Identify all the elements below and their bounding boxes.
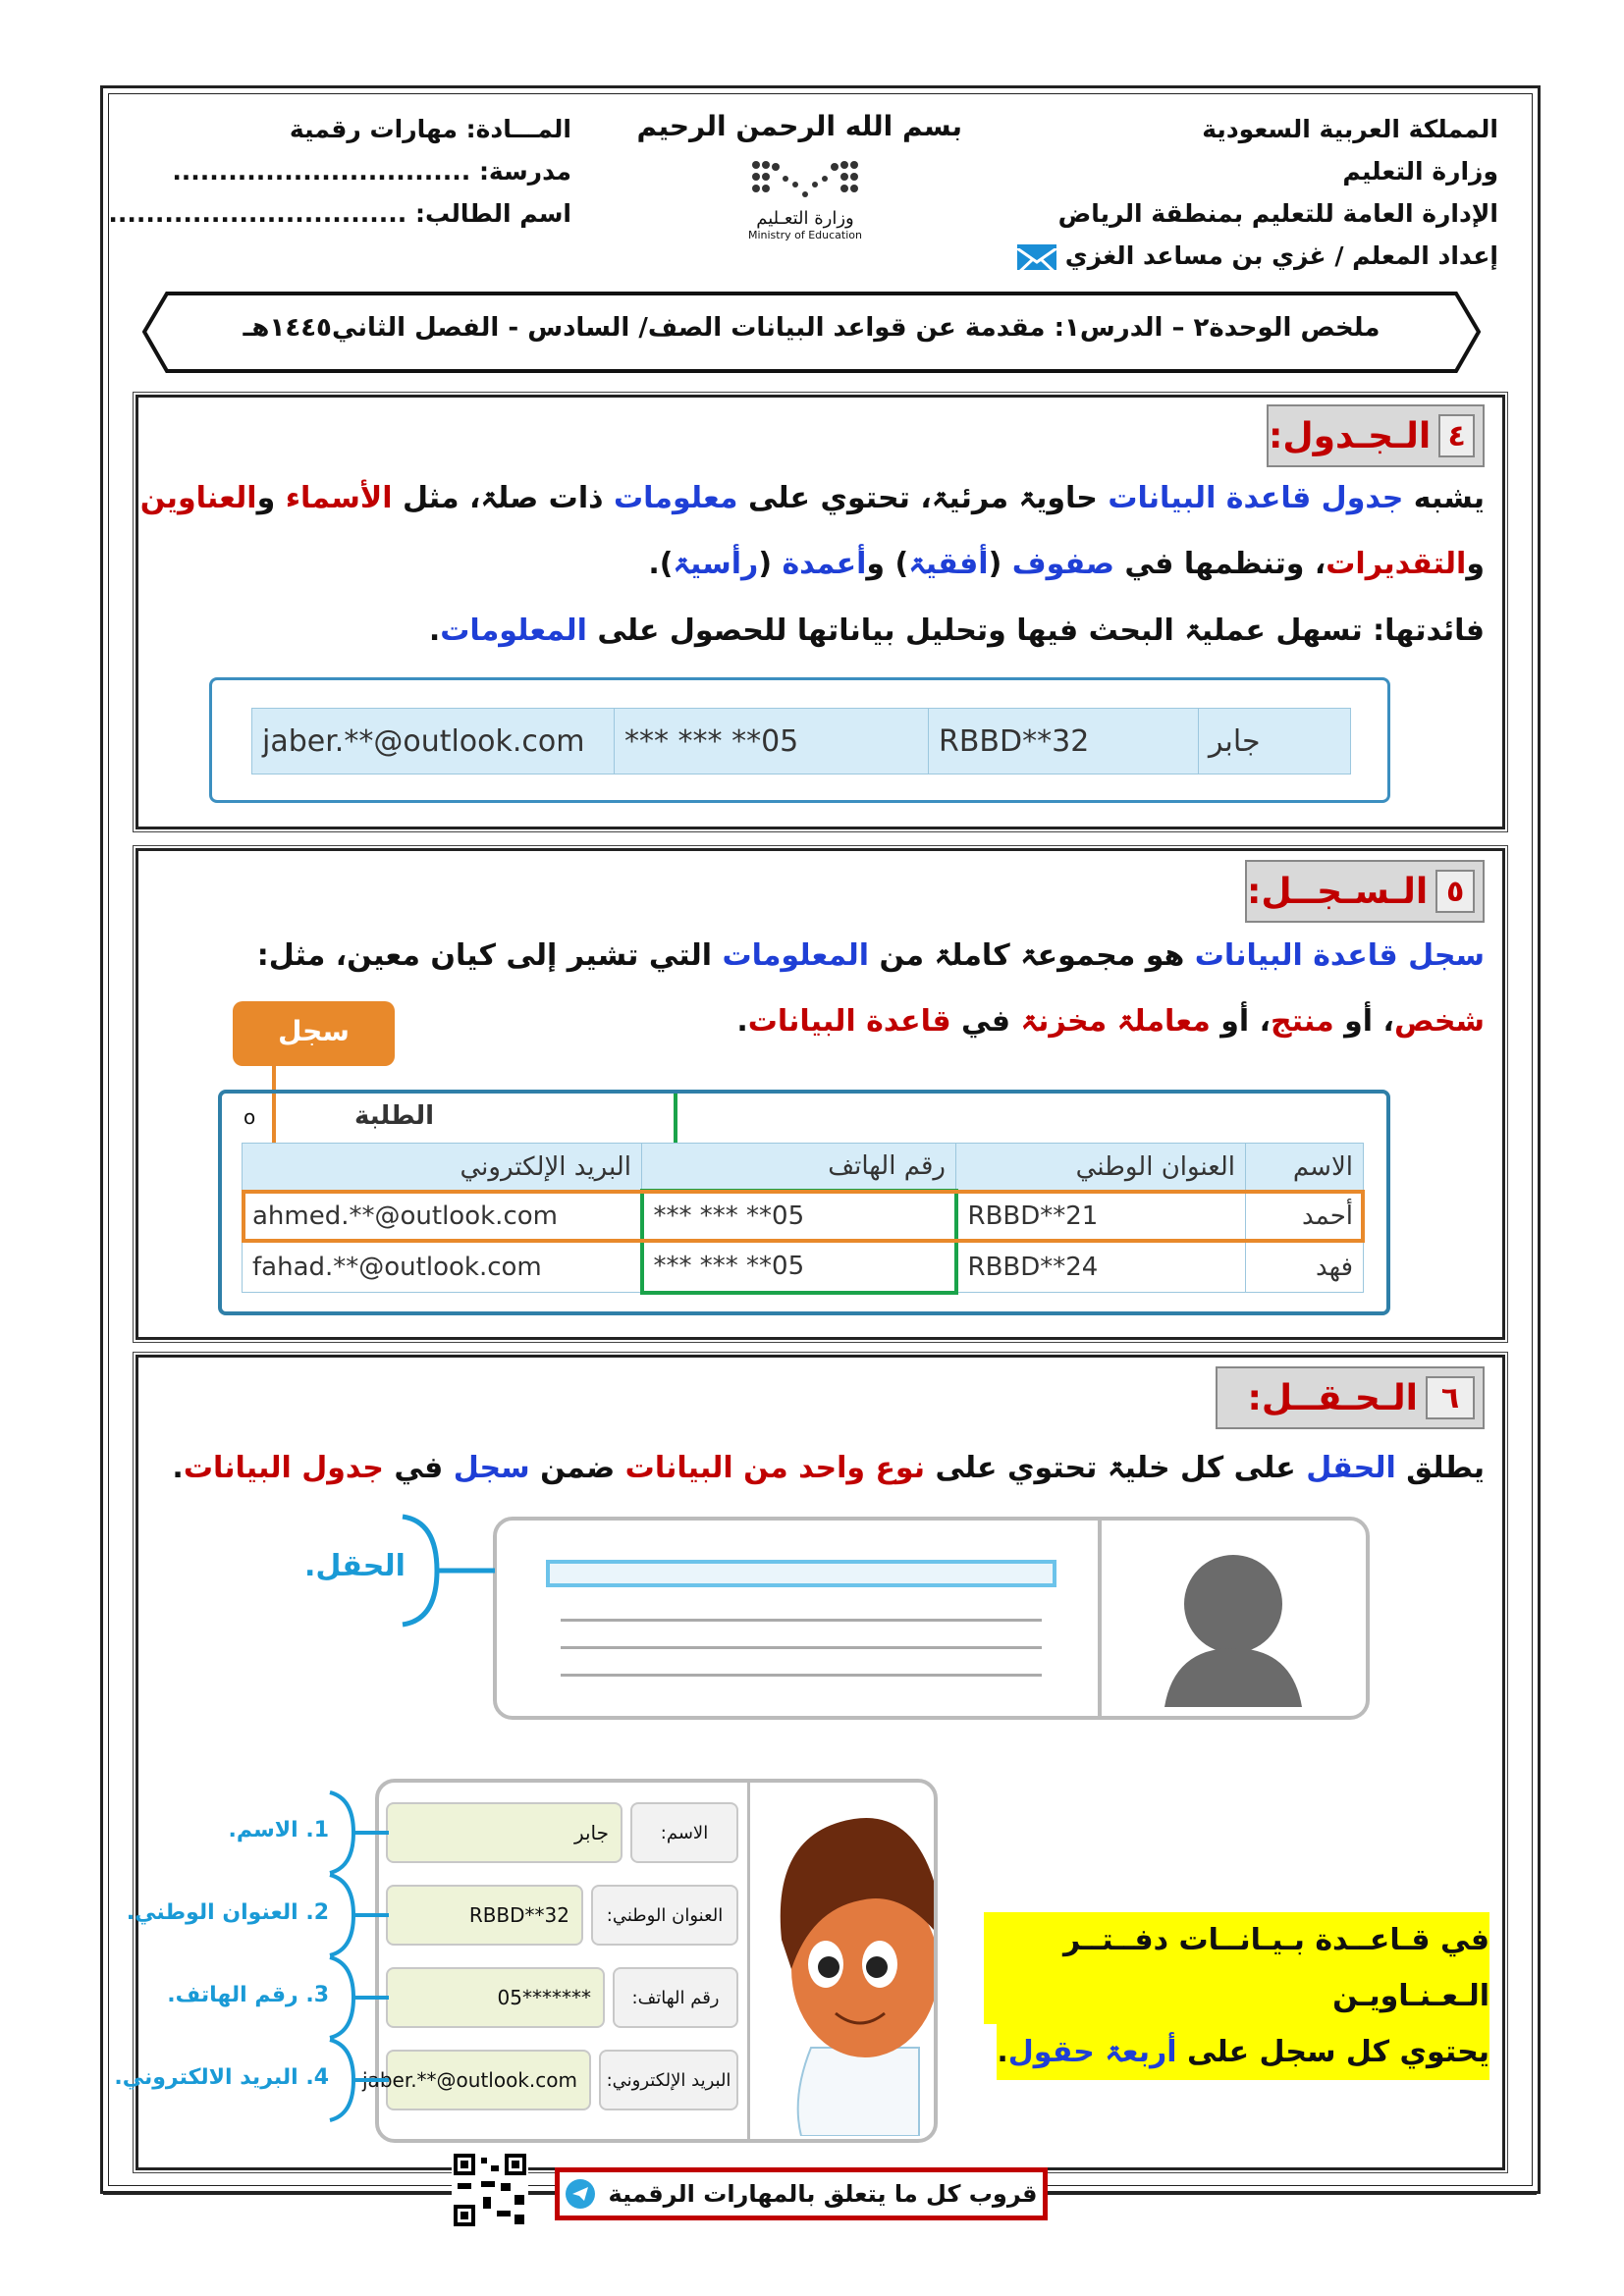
cell-phone: 05** *** *** — [615, 709, 929, 774]
highlighted-term: صفوف — [1011, 547, 1114, 581]
table-header — [243, 1144, 1364, 1191]
th-phone: رقم الهاتف — [642, 1144, 956, 1191]
field-annotation: 1. الاسم. — [228, 1818, 329, 1842]
highlighted-term: أفقيۃ — [908, 547, 989, 581]
form-label: الاسم: — [630, 1802, 738, 1863]
text-segment: ، وتنظمها في — [1113, 547, 1326, 581]
text-segment: يشبه — [1403, 481, 1485, 515]
section-header-field — [1216, 1366, 1485, 1429]
text-segment: ( — [988, 547, 1012, 581]
divider — [1098, 1521, 1102, 1716]
text-segment: حاويۃ مرئيۃ، تحتوي على — [737, 481, 1109, 515]
highlighted-term: المعلومات — [722, 938, 870, 973]
s4-line-2 — [648, 547, 1485, 581]
highlighted-term: المعلومات — [440, 614, 587, 648]
student-blank[interactable]: ................................ — [108, 199, 407, 228]
note-box — [984, 1912, 1489, 2080]
teacher-line — [1017, 235, 1498, 277]
text-segment: في — [383, 1451, 454, 1485]
placeholder-line — [561, 1619, 1042, 1622]
banner-title: ملخص الوحدة٢ – الدرس١: مقدمة عن قواعد البيانات الصف/ السادس - الفصل الثاني١٤٤٥هـ — [243, 313, 1380, 343]
field-illustration — [493, 1517, 1370, 1720]
student-row — [108, 192, 571, 235]
highlighted-term: معاملۃ مخزنۃ — [1020, 1004, 1211, 1039]
highlighted-term: نوع واحد من البيانات — [624, 1451, 926, 1485]
sample-row-box — [209, 677, 1390, 803]
mail-icon — [1017, 244, 1056, 270]
section-number: ٥ — [1435, 870, 1475, 913]
boy-avatar-icon — [752, 1802, 934, 2136]
s4-line-3 — [429, 614, 1485, 648]
cell-name: جابر — [1199, 709, 1351, 774]
highlighted-term: العناوين — [139, 481, 257, 515]
highlighted-term: معلومات — [613, 481, 738, 515]
form-field[interactable]: RBBD**32 — [386, 1885, 583, 1946]
highlighted-term: قاعدة البيانات — [747, 1004, 951, 1039]
highlighted-term: سجل قاعدة البيانات — [1194, 938, 1485, 973]
text-segment: يطلق — [1395, 1451, 1485, 1485]
th-address: العنوان الوطني — [956, 1144, 1246, 1191]
text-segment: ) و — [866, 547, 909, 581]
student-label: اسم الطالب: — [414, 199, 571, 228]
highlighted-term: الحقل — [1306, 1451, 1396, 1485]
text-segment: ( — [758, 547, 783, 581]
td-name: أحمد — [1246, 1191, 1364, 1242]
form-label: العنوان الوطني: — [591, 1885, 738, 1946]
record-tag: سجل — [233, 1001, 395, 1066]
cell-address: RBBD**32 — [929, 709, 1199, 774]
table-row — [243, 1191, 1364, 1242]
table-row — [243, 1242, 1364, 1293]
person-silhouette-icon — [1145, 1540, 1322, 1707]
td-email: ahmed.**@outlook.com — [243, 1191, 642, 1242]
logo-dots-icon — [736, 155, 874, 204]
td-phone: 05** *** *** — [642, 1242, 956, 1293]
school-row — [108, 150, 571, 192]
bracket-arrow-icon — [324, 2038, 393, 2122]
highlighted-term: منتج — [1271, 1004, 1334, 1039]
text-segment: ). — [648, 547, 674, 581]
cell-email: jaber.**@outlook.com — [252, 709, 615, 774]
highlighted-term: التقديرات — [1326, 547, 1467, 581]
students-table-box — [218, 1090, 1390, 1315]
form-field[interactable]: jaber.**@outlook.com — [386, 2050, 591, 2110]
telegram-icon — [566, 2179, 595, 2209]
text-segment: ، أو — [1210, 1004, 1272, 1039]
field-annotation: 3. رقم الهاتف. — [167, 1983, 329, 2007]
text-segment: و — [256, 481, 286, 515]
text-segment: ذات صلۃ، مثل — [392, 481, 614, 515]
text-segment: في — [950, 1004, 1021, 1039]
qr-code-icon[interactable] — [452, 2152, 528, 2228]
text-segment: . — [428, 614, 441, 648]
teacher: إعداد المعلم / غزي بن مساعد الغزي — [1064, 241, 1498, 270]
subject: المـــادة: مهارات رقمية — [289, 115, 571, 143]
bracket-arrow-icon — [324, 1873, 393, 1957]
text-segment: على كل خليۃ تحتوي على — [925, 1451, 1307, 1485]
header-left — [108, 108, 571, 235]
text-segment: ضمن — [529, 1451, 625, 1485]
section-title: الـحـقــل: — [1247, 1377, 1418, 1418]
form-label: البريد الإلكتروني: — [599, 2050, 738, 2110]
td-email: fahad.**@outlook.com — [243, 1242, 642, 1293]
highlighted-term: سجل — [453, 1451, 530, 1485]
text-segment: و — [1466, 547, 1485, 581]
s5-line-1 — [257, 938, 1485, 973]
bracket-arrow-icon — [324, 1955, 393, 2040]
highlighted-term: جدول البيانات — [183, 1451, 384, 1485]
logo-ar: وزارة التعـليم — [756, 208, 854, 229]
highlighted-term: الأسماء — [285, 481, 393, 515]
highlighted-term: شخص — [1393, 1004, 1485, 1039]
ministry: وزارة التعليم — [1342, 157, 1498, 186]
th-email: البريد الإلكتروني — [243, 1144, 642, 1191]
highlighted-term: جدول قاعدة البيانات — [1108, 481, 1404, 515]
td-address: RBBD**24 — [956, 1242, 1246, 1293]
kingdom: المملكة العربية السعودية — [1202, 115, 1498, 143]
text-segment: . — [736, 1004, 748, 1039]
basmala: بسم الله الرحمن الرحيم — [636, 110, 962, 142]
section-header-record — [1245, 860, 1485, 923]
text-segment: التي تشير إلى كيان معين، مثل: — [256, 938, 723, 973]
td-address: RBBD**21 — [956, 1191, 1246, 1242]
table-title: الطلبة — [354, 1101, 434, 1131]
header-right — [1017, 108, 1498, 277]
section-title: الـجـدول: — [1269, 415, 1432, 456]
s4-line-1 — [140, 481, 1485, 515]
text-segment: فائدتها: تسهل عمليۃ البحث فيها وتحليل بياناتها للحصول على — [586, 614, 1485, 648]
highlighted-term: أعمدة — [782, 547, 867, 581]
telegram-group-link[interactable] — [555, 2167, 1048, 2220]
note-line-1 — [984, 1912, 1489, 2024]
bracket-arrow-icon — [324, 1790, 393, 1875]
footer-text: قروب كل ما يتعلق بالمهارات الرقمية — [608, 2180, 1038, 2208]
logo-en: Ministry of Education — [747, 229, 862, 241]
text-segment: هو مجموعۃ كاملۃ من — [869, 938, 1195, 973]
text-segment: . — [172, 1451, 184, 1485]
s5-line-2 — [736, 1004, 1485, 1039]
text-segment: ، أو — [1333, 1004, 1394, 1039]
s6-line-1 — [172, 1451, 1485, 1485]
field-label: الحقل. — [304, 1549, 406, 1583]
placeholder-line — [561, 1674, 1042, 1677]
section-number: ٤ — [1438, 414, 1475, 457]
sample-row — [251, 708, 1351, 774]
school-blank[interactable]: ................................ — [172, 157, 471, 186]
table-mark: o — [244, 1105, 256, 1129]
text-segment: يحتوي كل سجل على — [1176, 2035, 1489, 2069]
ministry-logo — [697, 155, 913, 241]
field-annotation: 4. البريد الالكتروني. — [114, 2065, 329, 2090]
form-field[interactable]: جابر — [386, 1802, 623, 1863]
td-name: فهد — [1246, 1242, 1364, 1293]
students-table — [242, 1143, 1364, 1295]
highlighted-term: أربعۃ حقول — [1007, 2035, 1177, 2069]
placeholder-line — [561, 1646, 1042, 1649]
text-segment: في قـاعــدة بـيـانــات دفــتــر الـعـنـاويـن — [1063, 1923, 1489, 2013]
section-title: الـسـجــل: — [1247, 871, 1429, 912]
form-field[interactable]: 05******* — [386, 1967, 605, 2028]
text-segment: . — [997, 2035, 1008, 2069]
field-highlight — [546, 1560, 1056, 1587]
th-name: الاسم — [1246, 1144, 1364, 1191]
field-annotation: 2. العنوان الوطني. — [126, 1900, 329, 1925]
lesson-banner — [142, 292, 1481, 373]
form-label: رقم الهاتف: — [613, 1967, 738, 2028]
note-line-2 — [997, 2024, 1489, 2080]
directorate: الإدارة العامة للتعليم بمنطقة الرياض — [1057, 199, 1498, 228]
school-label: مدرسة: — [478, 157, 571, 186]
td-phone: 05** *** *** — [642, 1191, 956, 1242]
section-header-table — [1267, 404, 1485, 467]
divider — [747, 1783, 750, 2139]
highlighted-term: رأسيۃ — [673, 547, 759, 581]
section-number: ٦ — [1426, 1376, 1475, 1419]
field-bracket-icon — [393, 1512, 501, 1629]
